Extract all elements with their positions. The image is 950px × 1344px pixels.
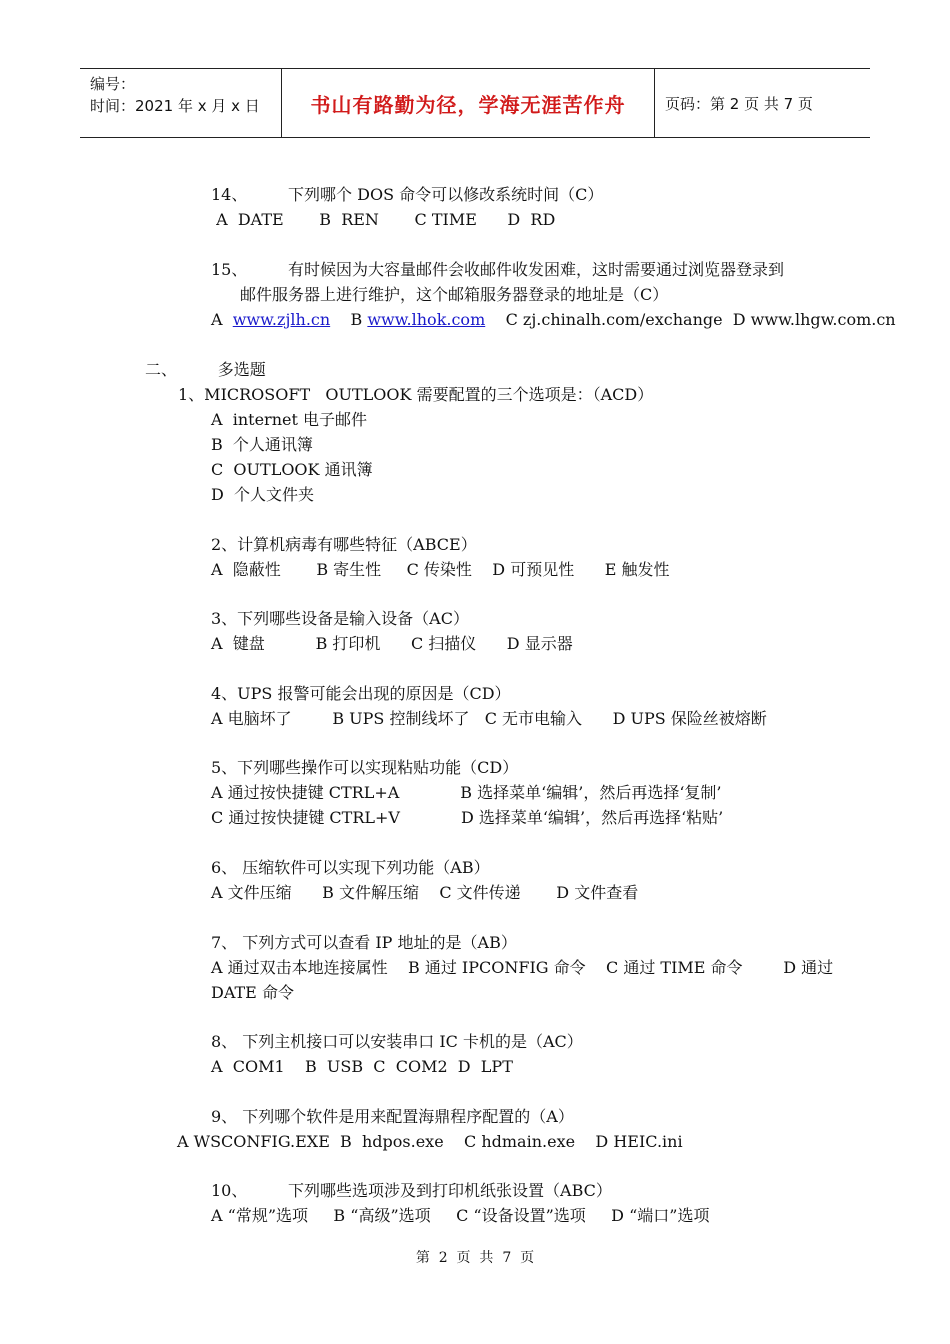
mq2-title: 2、计算机病毒有哪些特征（ABCE）	[211, 535, 477, 554]
mq5-options-line2: C 通过按快捷键 CTRL+V D 选择菜单‘编辑’，然后再选择‘粘贴’	[211, 808, 724, 827]
mq1-option-a: A internet 电子邮件	[211, 410, 367, 429]
section-2-title: 二、 多选题	[145, 360, 266, 379]
mq3-options: A 键盘 B 打印机 C 扫描仪 D 显示器	[211, 634, 573, 653]
mq1-option-c: C OUTLOOK 通讯簿	[211, 460, 373, 479]
mq10-options: A “常规”选项 B “高级”选项 C “设备设置”选项 D “端口”选项	[211, 1206, 710, 1225]
mq8-title: 8、 下列主机接口可以安装串口 IC 卡机的是（AC）	[211, 1032, 583, 1051]
options-rest: C zj.chinalh.com/exchange D www.lhgw.com.cn	[485, 310, 896, 329]
mq7-title: 7、 下列方式可以查看 IP 地址的是（AB）	[211, 933, 517, 952]
mq8-options: A COM1 B USB C COM2 D LPT	[211, 1057, 513, 1076]
question-14-options: A DATE B REN C TIME D RD	[211, 210, 556, 229]
option-a-prefix: A	[211, 310, 233, 329]
mq9-options: A WSCONFIG.EXE B hdpos.exe C hdmain.exe D HEIC.ini	[177, 1132, 683, 1151]
question-15-title-line2: 邮件服务器上进行维护，这个邮箱服务器登录的地址是（C）	[240, 285, 669, 304]
mq9-title: 9、 下列哪个软件是用来配置海鼎程序配置的（A）	[211, 1107, 574, 1126]
mq7-options-line2: DATE 命令	[211, 983, 294, 1002]
link-zjlh[interactable]: www.zjlh.cn	[232, 310, 331, 329]
mq5-options-line1: A 通过按快捷键 CTRL+A B 选择菜单‘编辑’，然后再选择‘复制’	[211, 783, 722, 802]
mq4-options: A 电脑坏了 B UPS 控制线坏了 C 无市电输入 D UPS 保险丝被熔断	[211, 709, 767, 728]
mq5-title: 5、下列哪些操作可以实现粘贴功能（CD）	[211, 758, 519, 777]
mq6-title: 6、 压缩软件可以实现下列功能（AB）	[211, 858, 490, 877]
mq1-option-b: B 个人通讯簿	[211, 435, 313, 454]
question-15-options	[211, 310, 896, 330]
mq4-title: 4、UPS 报警可能会出现的原因是（CD）	[211, 684, 511, 703]
mq7-options-line1: A 通过双击本地连接属性 B 通过 IPCONFIG 命令 C 通过 TIME 命令 D 通过	[211, 958, 834, 977]
doc-number-label: 编号：	[90, 75, 136, 93]
option-b-prefix: B	[330, 310, 368, 329]
page-header	[80, 68, 870, 138]
header-page-label: 页码：第 2 页 共 7 页	[665, 94, 813, 113]
mq2-options: A 隐蔽性 B 寄生性 C 传染性 D 可预见性 E 触发性	[211, 560, 670, 579]
page-footer: 第 2 页 共 7 页	[415, 1250, 535, 1266]
question-15-title-line1: 15、 有时候因为大容量邮件会收邮件收发困难，这时需要通过浏览器登录到	[211, 260, 785, 279]
header-meta	[80, 69, 282, 137]
header-motto: 书山有路勤为径，学海无涯苦作舟	[282, 69, 655, 137]
mq1-option-d: D 个人文件夹	[211, 485, 315, 504]
mq10-title: 10、 下列哪些选项涉及到打印机纸张设置（ABC）	[211, 1181, 612, 1200]
mq1-title: 1、MICROSOFT OUTLOOK 需要配置的三个选项是：（ACD）	[178, 385, 654, 404]
question-14-title: 14、 下列哪个 DOS 命令可以修改系统时间（C）	[211, 185, 604, 204]
mq3-title: 3、下列哪些设备是输入设备（AC）	[211, 609, 469, 628]
mq6-options: A 文件压缩 B 文件解压缩 C 文件传递 D 文件查看	[211, 883, 639, 902]
doc-time-label: 时间：2021 年 x 月 x 日	[90, 97, 260, 115]
link-lhok[interactable]: www.lhok.com	[367, 310, 486, 329]
